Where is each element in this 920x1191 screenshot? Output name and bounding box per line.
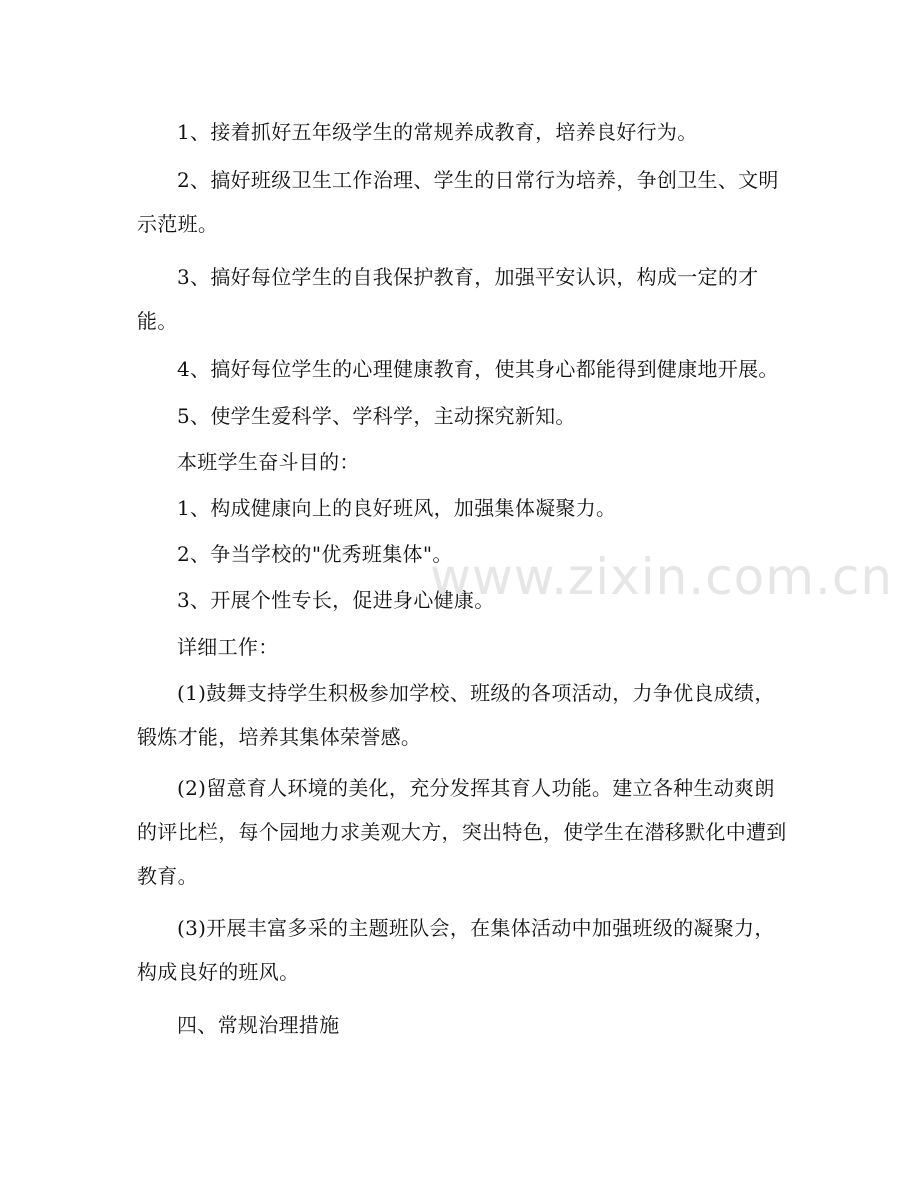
- work-item-2: (2)留意育人环境的美化，充分发挥其育人功能。建立各种生动爽朗的评比栏，每个园地力求美观大方，突出特色，使学生在潜移默化中遭到教育。: [137, 776, 787, 888]
- paragraph-4: 4、搞好每位学生的心理健康教育，使其身心都能得到健康地开展。: [177, 357, 779, 381]
- work-item-1: (1)鼓舞支持学生积极参加学校、班级的各项活动，力争优良成绩，锻炼才能，培养其集体荣誉感。: [137, 681, 775, 749]
- section-heading-work: 详细工作：: [177, 635, 279, 659]
- section-heading-measures: 四、常规治理措施: [177, 1013, 340, 1037]
- section-heading-goals: 本班学生奋斗目的：: [177, 450, 360, 474]
- goal-2: 2、争当学校的"优秀班集体"。: [177, 542, 453, 566]
- work-item-3: (3)开展丰富多采的主题班队会，在集体活动中加强班级的凝聚力，构成良好的班风。: [137, 916, 775, 984]
- paragraph-5: 5、使学生爱科学、学科学，主动探究新知。: [177, 404, 576, 428]
- goal-1: 1、构成健康向上的良好班风，加强集体凝聚力。: [177, 496, 617, 520]
- watermark: www.zixin.com.cn: [430, 548, 894, 606]
- goal-3: 3、开展个性专长，促进身心健康。: [177, 588, 495, 612]
- paragraph-3: 3、搞好每位学生的自我保护教育，加强平安认识，构成一定的才能。: [137, 265, 759, 333]
- paragraph-2: 2、搞好班级卫生工作治理、学生的日常行为培养，争创卫生、文明示范班。: [137, 168, 779, 236]
- paragraph-1: 1、接着抓好五年级学生的常规养成教育，培养良好行为。: [177, 120, 698, 144]
